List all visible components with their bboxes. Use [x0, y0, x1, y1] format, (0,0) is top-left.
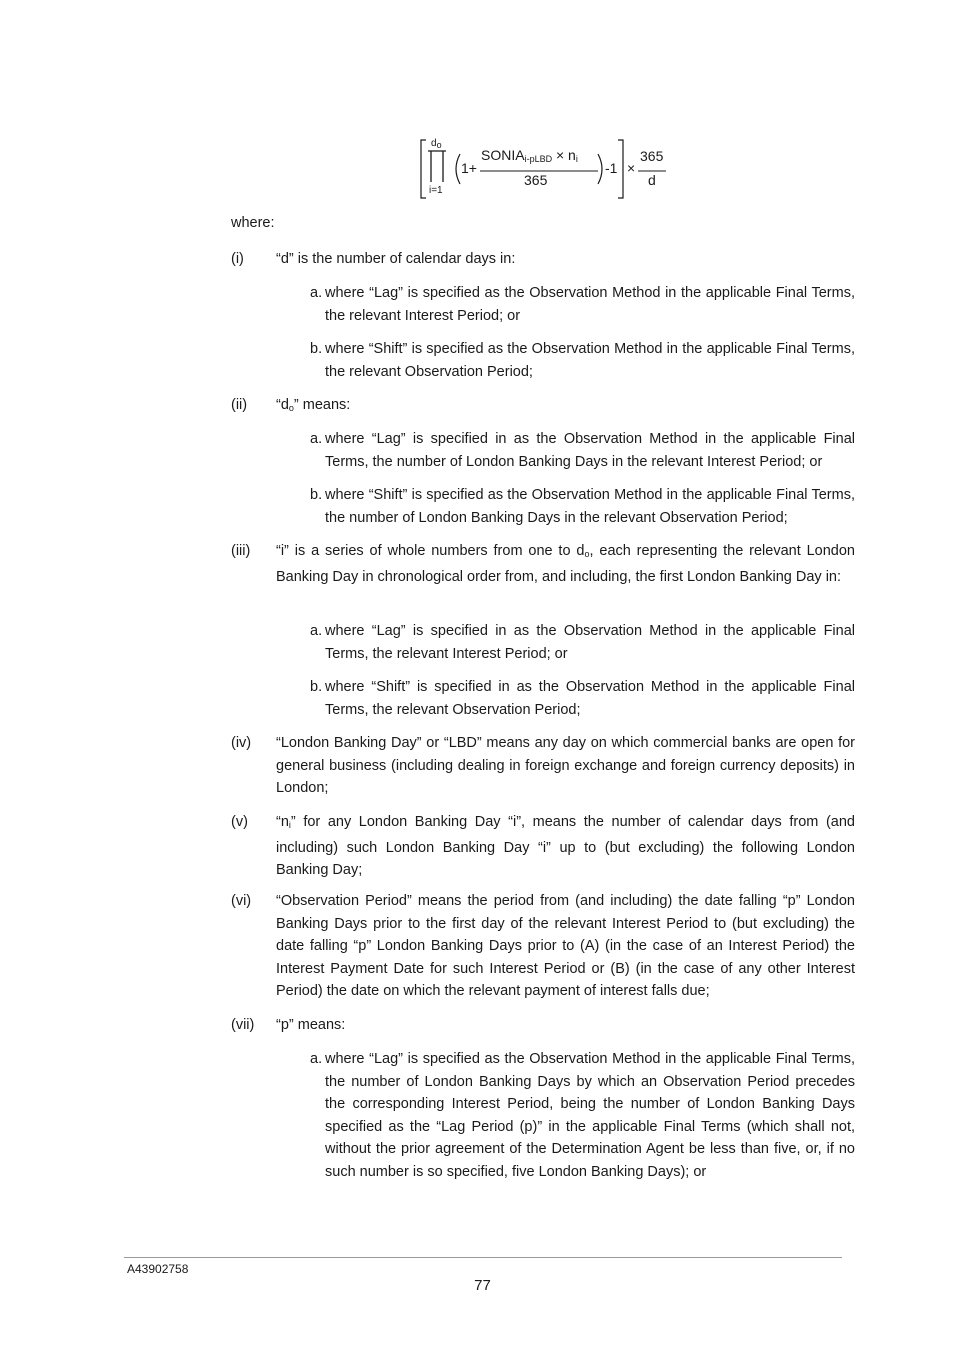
- sub-letter: a.: [310, 285, 323, 301]
- page-number: 77: [474, 1277, 491, 1294]
- times-sign: ×: [627, 160, 636, 176]
- definition-ii: [231, 394, 855, 420]
- definition-number: (iii): [231, 543, 251, 559]
- sub-text: where “Shift” is specified in as the Observation Method in the applicable Final Terms, the relevant Observation Period;: [325, 679, 855, 718]
- definition-iii-sub-a: [310, 620, 855, 665]
- sub-letter: a.: [310, 623, 323, 639]
- definition-text: “d” is the number of calendar days in:: [276, 251, 516, 267]
- definition-iii: [231, 540, 855, 588]
- definition-ii-sub-b: [310, 484, 855, 529]
- fraction2-numerator: 365: [640, 148, 664, 164]
- definition-number: (vii): [231, 1017, 255, 1033]
- definition-i: [231, 248, 855, 271]
- sonia-compounding-formula: [418, 136, 668, 204]
- definition-text: “p” means:: [276, 1017, 346, 1033]
- definition-text: “$d_o$” means:: [276, 397, 351, 413]
- sub-text: where “Lag” is specified as the Observation Method in the applicable Final Terms, the relevant Interest Period; or: [325, 285, 855, 324]
- product-lower-limit: i=1: [429, 185, 443, 196]
- definition-i-sub-b: [310, 338, 855, 383]
- fraction2-denominator: d: [648, 172, 656, 188]
- definition-iv: [231, 732, 855, 800]
- left-paren: [456, 154, 460, 184]
- sub-text: where “Lag” is specified in as the Observation Method in the applicable Final Terms, the number of London Banking Days in the relevant Interest Period; or: [325, 431, 855, 470]
- product-upper-limit: $d_o$: [431, 138, 442, 150]
- sub-letter: b.: [310, 341, 323, 357]
- definition-number: (ii): [231, 397, 248, 413]
- right-square-bracket: [618, 140, 623, 198]
- left-square-bracket: [421, 140, 426, 198]
- document-id: A43902758: [127, 1262, 189, 1276]
- sub-text: where “Shift” is specified as the Observation Method in the applicable Final Terms, the relevant Observation Period;: [325, 341, 855, 380]
- definition-text: “London Banking Day” or “LBD” means any day on which commercial banks are open for general business (including dealing in foreign exchange and foreign currency deposits) in London;: [276, 735, 855, 796]
- definition-text: “$n_i$” for any London Banking Day “i”, means the number of calendar days from (and including) such London Banking Day “i” up to (but excluding) the following London Banking Day;: [276, 814, 855, 878]
- sub-text: where “Shift” is specified as the Observation Method in the applicable Final Terms, the number of London Banking Days in the relevant Observation Period;: [325, 487, 855, 526]
- sub-letter: b.: [310, 679, 323, 695]
- fraction-denominator: 365: [524, 172, 548, 188]
- definition-i-sub-a: [310, 282, 855, 327]
- sub-letter: b.: [310, 487, 323, 503]
- sub-letter: a.: [310, 1051, 323, 1067]
- definition-vi: [231, 890, 855, 1003]
- product-symbol: [428, 151, 446, 182]
- definition-ii-sub-a: [310, 428, 855, 473]
- definition-number: (vi): [231, 893, 252, 909]
- definition-number: (i): [231, 251, 244, 267]
- right-paren: [598, 154, 602, 184]
- definition-iii-sub-b: [310, 676, 855, 721]
- one-plus: 1+: [461, 160, 477, 176]
- sub-text: where “Lag” is specified in as the Observation Method in the applicable Final Terms, the relevant Interest Period; or: [325, 623, 855, 662]
- definition-vii: [231, 1014, 855, 1037]
- sub-text: where “Lag” is specified as the Observation Method in the applicable Final Terms, the number of London Banking Days by which an Observation Period precedes the corresponding Interest Period, being the number of London Banking Days specified as the “Lag Period (p)” in the applicable Final Terms (which shall not, without the prior agreement of the Determination Agent be less than five, or, if no such number is so specified, five London Banking Days); or: [325, 1051, 855, 1180]
- definition-number: (v): [231, 814, 248, 830]
- footer-divider: [124, 1257, 842, 1258]
- definition-vii-sub-a: [310, 1048, 855, 1183]
- sub-letter: a.: [310, 431, 323, 447]
- definition-text: “i” is a series of whole numbers from one to $d_o$, each representing the relevant London Banking Day in chronological order from, and including, the first London Banking Day in:: [276, 543, 855, 585]
- definition-number: (iv): [231, 735, 252, 751]
- definition-v: [231, 811, 855, 882]
- definition-text: “Observation Period” means the period from (and including) the date falling “p” London Banking Days prior to the first day of the relevant Interest Period to (but excluding) the date falling “p” London Banking Days prior to (A) (in the case of an Interest Period) the Interest Payment Date for such Interest Period or (B) (in the case of any other Interest Period) the date on which the relevant payment of interest falls due;: [276, 893, 855, 999]
- minus-one: -1: [605, 160, 618, 176]
- where-label: where:: [231, 215, 275, 231]
- fraction-numerator: $SONIA_{i-pLBD} \times n_i$: [481, 147, 578, 164]
